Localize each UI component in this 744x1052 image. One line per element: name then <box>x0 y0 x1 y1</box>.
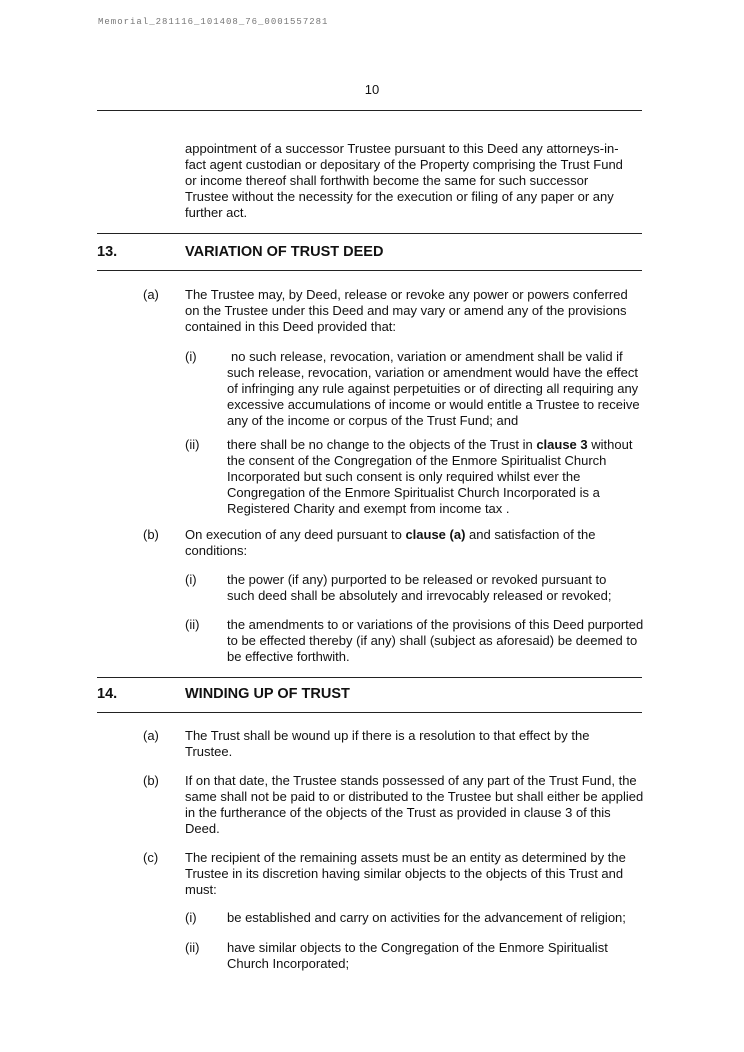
clause-label: (c) <box>143 850 159 865</box>
clause-13a-i: no such release, revocation, variation or amendment shall be valid if such release, revocation, variation or amendment would have the effect of infringing any rule against perpetuities or of directing all requiring any excessive accumulations of income or would entitle a Trustee to receive any of the income or corpus of the Trust Fund; and <box>227 349 640 428</box>
divider <box>97 233 642 234</box>
section-number: 13. <box>97 244 118 260</box>
clause-14b: If on that date, the Trustee stands possessed of any part of the Trust Fund, the same shall not be paid to or distributed to the Trustee but shall either be applied in the furtherance of the objects of the Trust as provided in clause 3 of this Deed. <box>185 773 644 836</box>
clause-14a: The Trust shall be wound up if there is a resolution to that effect by the Trustee. <box>185 728 590 759</box>
section-number: 14. <box>97 686 118 702</box>
clause-14c-ii: have similar objects to the Congregation of the Enmore Spiritualist Church Incorporated; <box>227 940 608 971</box>
clause-label: (ii) <box>185 940 200 955</box>
clause-13b-ii: the amendments to or variations of the provisions of this Deed purported to be effected thereby (if any) shall (subject as aforesaid) be deemed to be effective forthwith. <box>227 617 644 664</box>
clause-13b: On execution of any deed pursuant to clause (a) and satisfaction of the conditions: <box>185 527 596 558</box>
clause-label: (i) <box>185 349 197 364</box>
divider <box>97 712 642 713</box>
clause-label: (b) <box>143 527 159 542</box>
clause-14c-i: be established and carry on activities for the advancement of religion; <box>227 910 626 925</box>
divider <box>97 270 642 271</box>
section-title: VARIATION OF TRUST DEED <box>185 244 384 260</box>
fax-header: Memorial_281116_101408_76_0001557281 <box>98 17 329 27</box>
clause-label: (ii) <box>185 617 200 632</box>
section-13-heading <box>97 244 383 260</box>
clause-label: (a) <box>143 728 159 743</box>
clause-14c: The recipient of the remaining assets must be an entity as determined by the Trustee in its discretion having similar objects to the objects of this Trust and must: <box>185 850 626 897</box>
clause-label: (ii) <box>185 437 200 452</box>
intro-paragraph: appointment of a successor Trustee pursuant to this Deed any attorneys-in-fact agent custodian or depositary of the Property comprising the Trust Fund or income thereof shall forthwith become the same for such successor Trustee without the necessity for the execution or filing of any paper or any further act. <box>185 141 623 220</box>
section-title: WINDING UP OF TRUST <box>185 686 350 702</box>
section-14-heading <box>97 686 350 702</box>
clause-label: (i) <box>185 910 197 925</box>
divider <box>97 110 642 111</box>
clause-label: (b) <box>143 773 159 788</box>
page-number: 10 <box>364 82 380 97</box>
clause-13a: The Trustee may, by Deed, release or revoke any power or powers conferred on the Trustee under this Deed and may vary or amend any of the provisions contained in this Deed provided that: <box>185 287 628 334</box>
clause-13b-i: the power (if any) purported to be released or revoked pursuant to such deed shall be absolutely and irrevocably released or revoked; <box>227 572 612 603</box>
divider <box>97 677 642 678</box>
clause-label: (i) <box>185 572 197 587</box>
clause-13a-ii: there shall be no change to the objects of the Trust in clause 3 without the consent of the Congregation of the Enmore Spiritualist Church Incorporated but such consent is only required whilst ever the Congregation of the Enmore Spiritualist Church Incorporated is a Registered Charity and exempt from income tax . <box>227 437 633 516</box>
clause-label: (a) <box>143 287 159 302</box>
